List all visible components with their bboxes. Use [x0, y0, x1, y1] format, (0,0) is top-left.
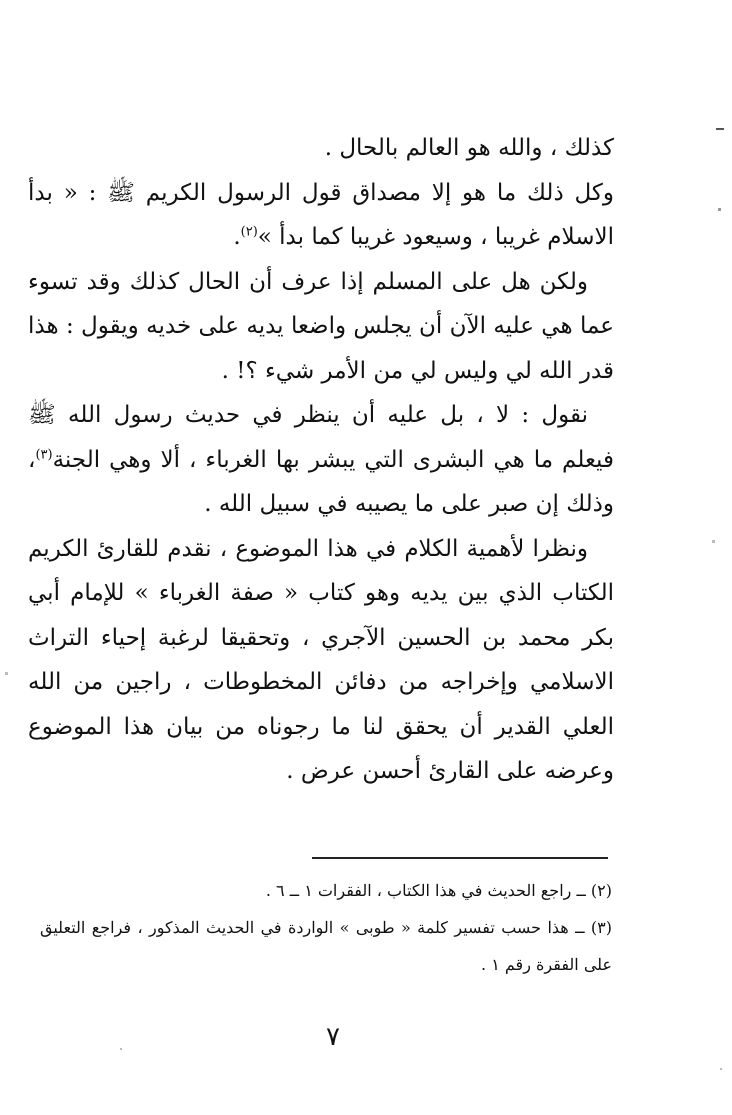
scan-mark	[712, 540, 715, 543]
scan-mark	[716, 128, 724, 130]
paragraph-5: ونظرا لأهمية الكلام في هذا الموضوع ، نقدم للقارئ الكريم الكتاب الذي بين يديه وهو كتاب « صفة الغرباء » للإمام أبي بكر محمد بن الحسين الآجري ، وتحقيقا لرغبة إحياء التراث الاسلامي وإخراجه من دفائن المخطوطات ، راجين من الله العلي القدير أن يحقق لنا ما رجوناه من بيان هذا الموضوع وعرضه على القارئ أحسن عرض .	[28, 535, 614, 784]
paragraph-4-end: ، وذلك إن صبر على ما يصيبه في سبيل الله .	[28, 446, 614, 517]
paragraph-3: ولكن هل على المسلم إذا عرف أن الحال كذلك وقد تسوء عما هي عليه الآن أن يجلس واضعا يديه على خديه ويقول : هذا قدر الله لي وليس لي من الأمر شيء ؟! .	[28, 268, 614, 384]
footnote-3: (٣) ــ هذا حسب تفسير كلمة « طوبى » الواردة في الحديث المذكور ، فراجع التعليق على الفقرة رقم ١ .	[40, 918, 612, 974]
page-number: ٧	[326, 1022, 340, 1052]
footnote-separator	[312, 857, 608, 859]
paragraph-2-text: وكل ذلك ما هو إلا مصداق قول الرسول الكريم ﷺ : « بدأ الاسلام غريبا ، وسيعود غريبا كما بدأ »	[28, 179, 614, 250]
paragraph-2-end: .	[233, 224, 241, 250]
paragraph-4-text: نقول : لا ، بل عليه أن ينظر في حديث رسول الله ﷺ فيعلم ما هي البشرى التي يبشر بها الغرباء ، ألا وهي الجنة	[28, 402, 614, 473]
scan-mark	[720, 1068, 722, 1070]
paragraph-1: كذلك ، والله هو العالم بالحال .	[324, 135, 614, 161]
scan-mark	[120, 1048, 122, 1050]
footnote-ref-3[interactable]: (٣)	[35, 446, 53, 462]
body-text	[28, 126, 614, 794]
paragraph-2	[28, 171, 614, 260]
scan-mark	[5, 672, 8, 675]
paragraph-4	[28, 393, 614, 527]
footnote-2: (٢) ــ راجع الحديث في هذا الكتاب ، الفقرات ١ ــ ٦ .	[265, 881, 612, 900]
footnote-ref-2[interactable]: (٢)	[240, 224, 258, 240]
scan-mark	[718, 208, 721, 211]
footnotes	[40, 872, 612, 983]
